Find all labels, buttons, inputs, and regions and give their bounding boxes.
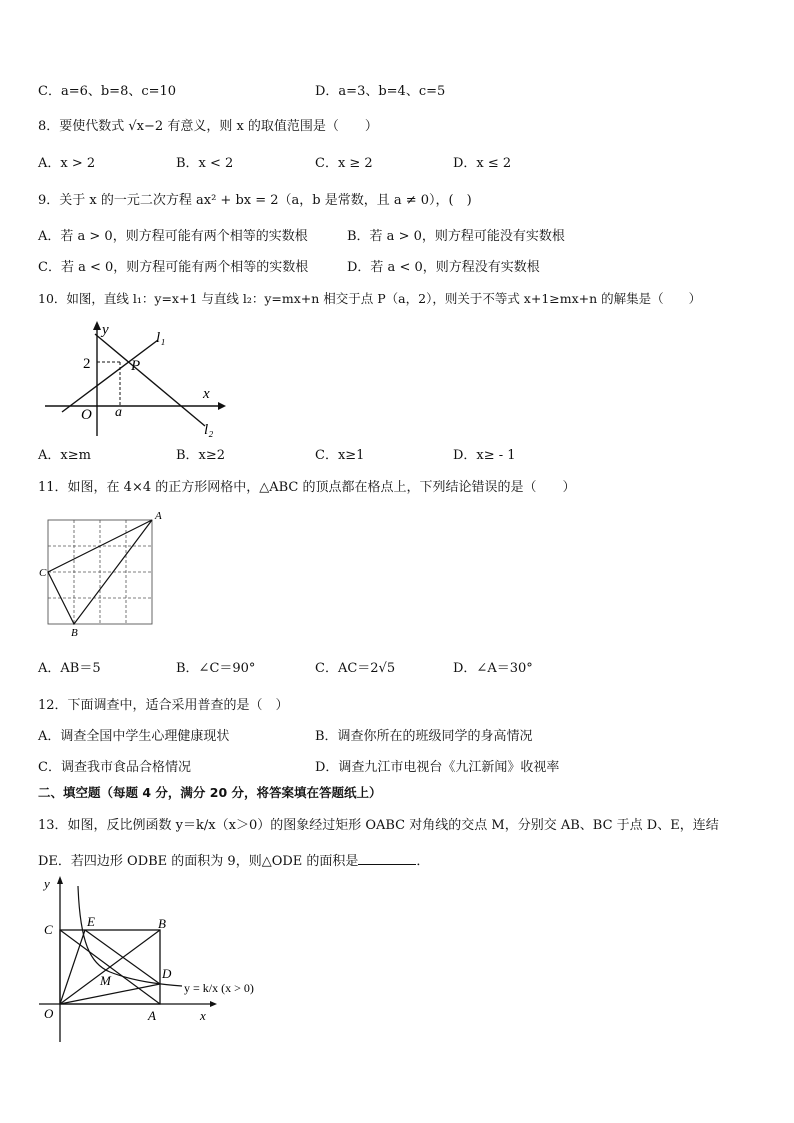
q10-line-l2 (95, 334, 205, 426)
q11-stem: 11．如图，在 4×4 的正方形网格中，△ABC 的顶点都在格点上，下列结论错误的是（ ） (38, 480, 576, 495)
q11-option-d: D．∠A＝30° (453, 661, 533, 676)
q13-label-e: E (87, 914, 95, 929)
q12-option-d: D．调查九江市电视台《九江新闻》收视率 (315, 760, 560, 775)
q8-option-c: C．x ≥ 2 (315, 156, 373, 171)
q13-x-arrow-icon (210, 1001, 217, 1007)
q10-label-o: O (81, 407, 92, 423)
q12-option-b: B．调查你所在的班级同学的身高情况 (315, 729, 533, 744)
q13-y-arrow-icon (57, 876, 63, 884)
q10-option-d: D．x≥ - 1 (453, 448, 516, 463)
q11-figure (36, 508, 170, 640)
q13-label-y: y (44, 876, 50, 891)
q10-option-c: C．x≥1 (315, 448, 365, 463)
q10-y-arrow-icon (93, 321, 101, 330)
q13-label-a: A (148, 1008, 156, 1023)
q10-label-2: 2 (83, 356, 91, 372)
q7-option-c: C．a=6、b=8、c=10 (38, 84, 177, 99)
q10-option-b: B．x≥2 (176, 448, 226, 463)
q13-label-c: C (44, 922, 53, 937)
q11-option-b: B．∠C＝90° (176, 661, 256, 676)
q9-option-a: A．若 a > 0，则方程可能有两个相等的实数根 (38, 229, 308, 244)
q13-label-d: D (162, 966, 172, 981)
q13-label-o: O (44, 1006, 54, 1021)
q13-stem-end: ． (416, 854, 430, 869)
q13-function-label: y = k/x (x > 0) (184, 981, 254, 995)
q9-option-c: C．若 a < 0，则方程可能有两个相等的实数根 (38, 260, 309, 275)
q10-option-a: A．x≥m (38, 448, 91, 463)
q8-stem: 8．要使代数式 √x−2 有意义，则 x 的取值范围是（ ） (38, 119, 378, 134)
q10-label-l1: l₁ (156, 330, 166, 346)
q13-answer-blank[interactable] (358, 852, 416, 865)
q12-option-a: A．调查全国中学生心理健康现状 (38, 729, 230, 744)
q9-stem: 9．关于 x 的一元二次方程 ax² + bx = 2（a，b 是常数，且 a ≠ 0），( ) (38, 193, 472, 208)
q13-stem-line1: 13．如图，反比例函数 y＝k/x（x＞0）的图象经过矩形 OABC 对角线的交点 M，分别交 AB、BC 于点 D、E，连结 (38, 818, 719, 833)
q10-label-x: x (203, 386, 210, 402)
q13-figure (34, 872, 264, 1047)
q12-option-c: C．调查我市食品合格情况 (38, 760, 191, 775)
q10-label-p: P (131, 358, 141, 374)
q7-option-d: D．a=3、b=4、c=5 (315, 84, 446, 99)
section-2-title: 二、填空题（每题 4 分，满分 20 分，将答案填在答题纸上） (38, 785, 382, 800)
q11-label-a: A (155, 510, 162, 522)
q11-option-a: A．AB＝5 (38, 661, 101, 676)
q10-label-a: a (115, 405, 122, 420)
q10-label-l2: l₂ (204, 422, 214, 438)
q10-stem: 10．如图，直线 l₁：y=x+1 与直线 l₂：y=mx+n 相交于点 P（a，2），则关于不等式 x+1≥mx+n 的解集是（ ） (38, 291, 702, 306)
q13-stem-line2 (38, 852, 429, 871)
q10-figure (40, 318, 230, 440)
q10-x-arrow-icon (218, 402, 226, 410)
q11-label-c: C (39, 567, 47, 579)
q13-label-m: M (100, 973, 111, 988)
q8-option-a: A．x > 2 (38, 156, 96, 171)
q9-option-b: B．若 a > 0，则方程可能没有实数根 (347, 229, 565, 244)
q10-line-l1 (62, 340, 158, 412)
q9-option-d: D．若 a < 0，则方程没有实数根 (347, 260, 540, 275)
q13-label-b: B (158, 916, 166, 931)
q11-grid (48, 520, 152, 624)
q10-label-y: y (102, 322, 109, 338)
q13-stem-text: DE．若四边形 ODBE 的面积为 9，则△ODE 的面积是 (38, 854, 359, 869)
q8-option-b: B．x < 2 (176, 156, 234, 171)
q8-option-d: D．x ≤ 2 (453, 156, 512, 171)
q12-stem: 12．下面调查中，适合采用普查的是（ ） (38, 698, 289, 713)
q11-label-b: B (71, 627, 78, 639)
q11-option-c: C．AC＝2√5 (315, 661, 396, 676)
q13-label-x: x (200, 1008, 206, 1023)
q13-segment-oe (60, 930, 85, 1004)
